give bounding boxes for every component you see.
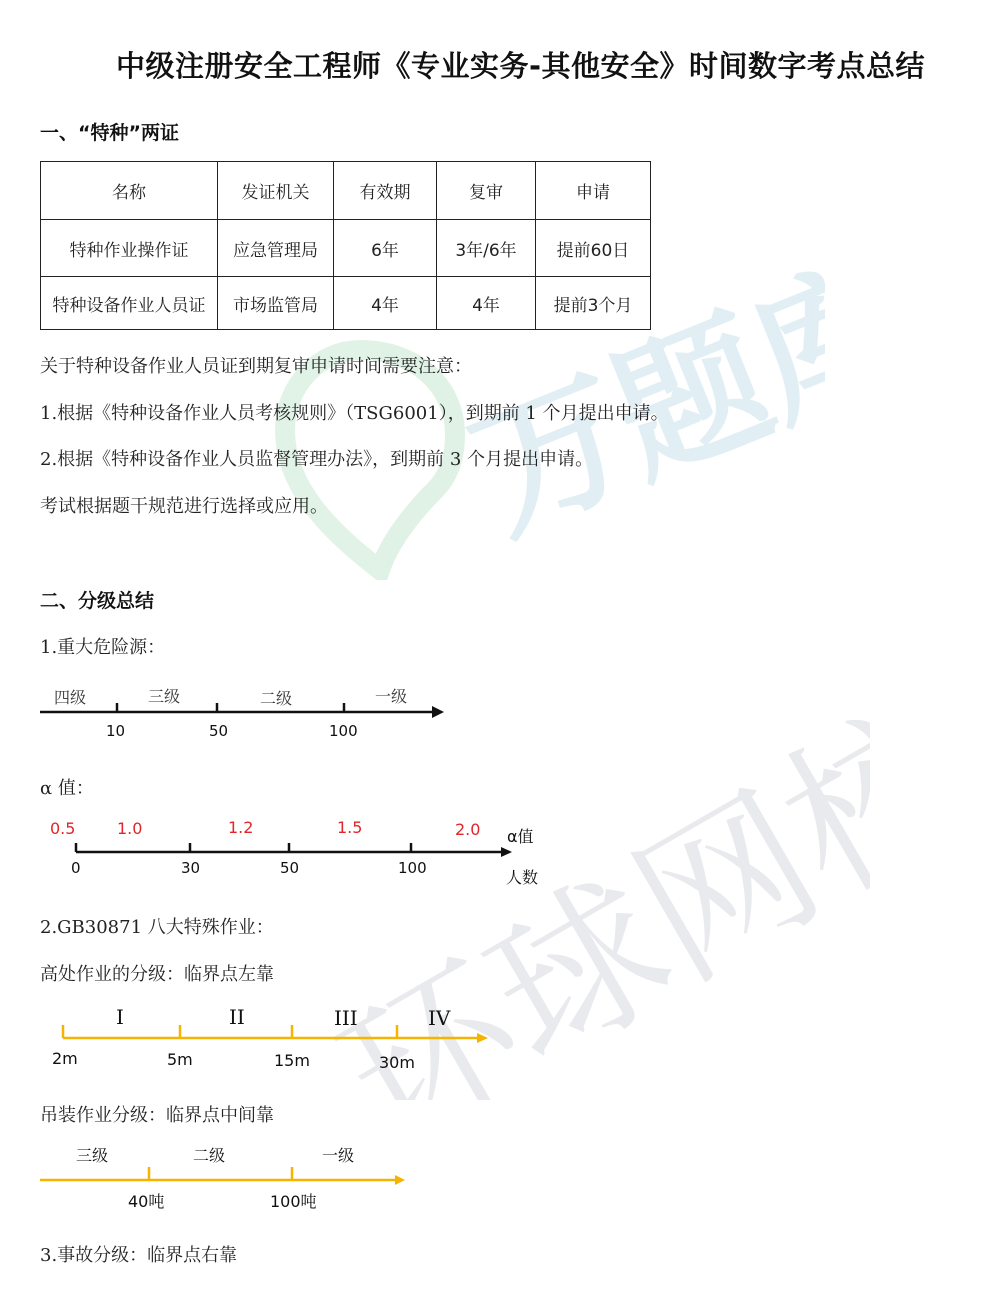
alpha-value: 1.5 [337,818,363,837]
level-label: I [116,1005,124,1029]
table-cell: 4年 [437,277,536,330]
special-work-label: 2.GB30871 八大特殊作业： [40,917,274,938]
table-header-row [41,162,651,220]
axis-arrow-icon [501,847,512,857]
alpha-value: 0.5 [50,819,76,838]
axis-title-x: 人数 [506,868,539,887]
level-label: III [334,1006,358,1030]
alpha-axis [40,815,560,890]
table-cell: 3年/6年 [437,220,536,277]
tick-label: 100 [398,859,427,877]
lifting-work-label: 吊装作业分级：临界点中间靠 [40,1105,274,1126]
axis-title-y: α值 [507,827,534,846]
watermark-top-text: 万题库 [450,234,825,565]
axis-arrow-icon [477,1033,488,1043]
level-label: 二级 [260,689,293,708]
tick-label: 30 [181,859,201,877]
tick-label: 100 [329,722,358,740]
table-row [41,220,651,277]
table-cell: 提前3个月 [536,277,651,330]
alpha-value: 1.2 [228,818,254,837]
tick-label: 10 [106,722,126,740]
table-cell: 特种设备作业人员证 [41,277,218,330]
note-line: 1.根据《特种设备作业人员考核规则》（TSG6001），到期前 1 个月提出申请。 [40,403,669,424]
tick-label: 30m [379,1053,415,1072]
table-header-cell: 申请 [536,162,651,220]
note-line: 关于特种设备作业人员证到期复审申请时间需要注意： [40,356,472,377]
tick-label: 2m [52,1049,78,1068]
tick-label: 40吨 [128,1192,165,1211]
axis-arrow-icon [395,1175,405,1185]
certificate-table [40,161,651,330]
table-header-cell: 名称 [41,162,218,220]
table-cell: 4年 [334,277,437,330]
section1-heading: 一、“特种”两证 [40,122,179,144]
accident-label: 3.事故分级：临界点右靠 [40,1245,238,1266]
level-label: 一级 [322,1146,355,1165]
table-row [41,277,651,330]
table-cell: 应急管理局 [218,220,334,277]
level-label: 二级 [193,1146,226,1165]
major-hazard-label: 1.重大危险源： [40,637,166,658]
table-header-cell: 有效期 [334,162,437,220]
height-work-axis [40,998,510,1078]
tick-label: 50 [209,722,229,740]
tick-label: 0 [71,859,81,877]
tick-label: 15m [274,1051,310,1070]
table-cell: 提前60日 [536,220,651,277]
note-line: 2.根据《特种设备作业人员监督管理办法》，到期前 3 个月提出申请。 [40,449,594,470]
table-header-cell: 发证机关 [218,162,334,220]
table-cell: 市场监管局 [218,277,334,330]
table-header-cell: 复审 [437,162,536,220]
level-label: II [229,1005,245,1029]
height-work-label: 高处作业的分级：临界点左靠 [40,964,274,985]
alpha-value: 1.0 [117,819,143,838]
tick-label: 50 [280,859,300,877]
note-line: 考试根据题干规范进行选择或应用。 [40,496,328,517]
major-hazard-axis [30,680,460,750]
level-label: 三级 [76,1146,109,1165]
tick-label: 100吨 [270,1192,317,1211]
table-cell: 特种作业操作证 [41,220,218,277]
level-label: IV [428,1006,451,1030]
section2-heading: 二、分级总结 [40,590,155,612]
axis-arrow-icon [432,706,444,718]
lifting-work-axis [30,1140,430,1220]
watermark-bottom-text: 环球网校 [309,680,870,1100]
page-title: 中级注册安全工程师《专业实务-其他安全》时间数字考点总结 [116,49,926,83]
level-label: 四级 [54,688,87,707]
tick-label: 5m [167,1050,193,1069]
level-label: 三级 [148,687,181,706]
alpha-label: α 值： [40,778,94,799]
table-cell: 6年 [334,220,437,277]
level-label: 一级 [375,687,408,706]
alpha-value: 2.0 [455,820,481,839]
